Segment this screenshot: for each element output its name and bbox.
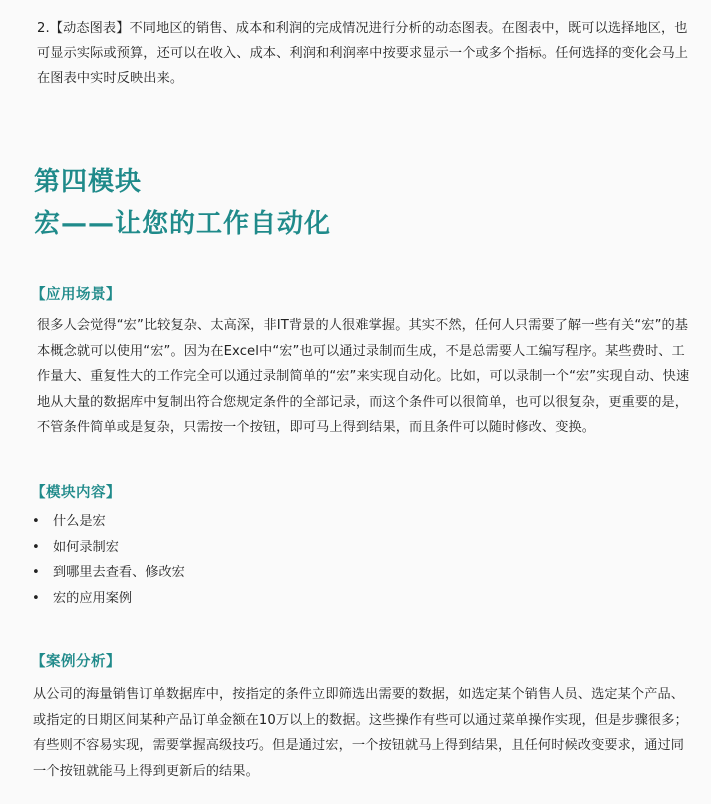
module-title <box>34 161 694 245</box>
bullet-icon: • <box>32 514 40 529</box>
bullet-icon: • <box>32 539 40 555</box>
content-heading: 【模块内容】 <box>31 485 121 501</box>
scene-heading: 【应用场景】 <box>31 287 121 303</box>
list-item-text: 宏的应用案例 <box>53 590 133 606</box>
list-item <box>32 560 432 586</box>
list-item-text: 到哪里去查看、修改宏 <box>53 565 185 580</box>
content-list <box>32 509 432 611</box>
list-item <box>32 509 432 535</box>
scene-paragraph: 很多人会觉得“宏”比较复杂、太高深，非IT背景的人很难掌握。其实不然，任何人只需要了解一些有关“宏”的基本概念就可以使用“宏”。因为在Excel中“宏”也可以通过录制而生成，不是总需要人工编写程序。某些费时、工作量大、重复性大的工作完全可以通过录制简单的“宏”来实现自动化。比如，可以录制一个“宏”实现自动、快速地从大量的数据库中复制出符合您规定条件的全部记录，而这个条件可以很简单，也可以很复杂，更重要的是，不管条件简单或是复杂，只需按一个按钮，即可马上得到结果，而且条件可以随时修改、变换。 <box>37 318 690 436</box>
intro-paragraph: 2.【动态图表】不同地区的销售、成本和利润的完成情况进行分析的动态图表。在图表中，既可以选择地区，也可显示实际或预算，还可以在收入、成本、利润和利润率中按要求显示一个或多个指标。任何选择的变化会马上在图表中实时反映出来。 <box>37 21 689 86</box>
case-paragraph: 从公司的海量销售订单数据库中，按指定的条件立即筛选出需要的数据，如选定某个销售人员、选定某个产品、或指定的日期区间某种产品订单金额在10万以上的数据。这些操作有些可以通过菜单操作实现，但是步骤很多；有些则不容易实现，需要掌握高级技巧。但是通过宏，一个按钮就马上得到结果，且任何时候改变要求，通过同一个按钮就能马上得到更新后的结果。 <box>33 687 688 779</box>
module-title-line-2: 宏——让您的工作自动化 <box>34 209 332 239</box>
case-heading: 【案例分析】 <box>31 654 121 670</box>
list-item-text: 如何录制宏 <box>53 539 119 555</box>
bullet-icon: • <box>32 565 40 580</box>
bullet-icon: • <box>32 590 40 606</box>
list-item <box>32 586 432 612</box>
list-item <box>32 535 432 561</box>
module-title-line-1: 第四模块 <box>34 167 143 197</box>
list-item-text: 什么是宏 <box>53 514 106 529</box>
